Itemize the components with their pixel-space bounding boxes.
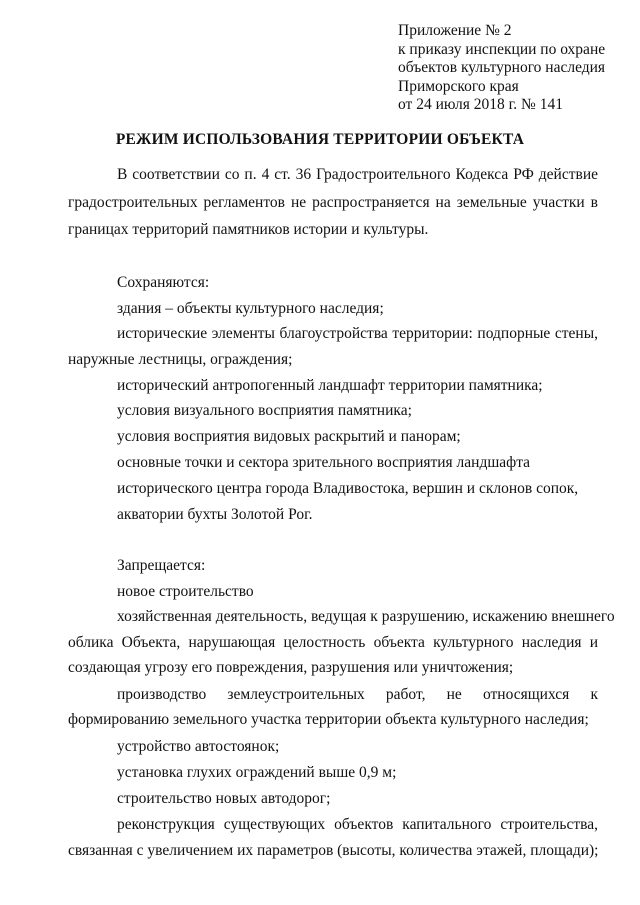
prohibited-item: реконструкция существующих объектов капитального строительства, xyxy=(117,816,598,833)
prohibited-item: производство землеустроительных работ, не относящихся к xyxy=(117,686,598,703)
intro-line: градостроительных регламентов не распространяется на земельные участки в xyxy=(68,194,598,211)
intro-line: В соответствии со п. 4 ст. 36 Градостроительного Кодекса РФ действие xyxy=(117,166,598,183)
prohibited-item: строительство новых автодорог; xyxy=(117,790,331,807)
prohibited-item: устройство автостоянок; xyxy=(117,738,280,755)
preserved-item: акватории бухты Золотой Рог. xyxy=(117,506,313,523)
appendix-line: Приморского края xyxy=(398,77,519,95)
preserved-item: наружные лестницы, ограждения; xyxy=(68,351,293,368)
prohibited-item: связанная с увеличением их параметров (высоты, количества этажей, площади); xyxy=(68,842,599,859)
appendix-line: к приказу инспекции по охране xyxy=(398,40,606,58)
preserved-heading: Сохраняются: xyxy=(117,274,210,291)
prohibited-item: облика Объекта, нарушающая целостность объекта культурного наследия и xyxy=(68,634,598,651)
prohibited-item: создающая угрозу его повреждения, разрушения или уничтожения; xyxy=(68,659,514,676)
document-title: РЕЖИМ ИСПОЛЬЗОВАНИЯ ТЕРРИТОРИИ ОБЪЕКТА xyxy=(115,131,525,148)
intro-line: границах территорий памятников истории и культуры. xyxy=(68,221,429,238)
appendix-line: Приложение № 2 xyxy=(398,22,512,39)
prohibited-item: новое строительство xyxy=(117,583,254,600)
preserved-item: здания – объекты культурного наследия; xyxy=(117,300,384,317)
preserved-item: условия визуального восприятия памятника; xyxy=(117,402,412,419)
prohibited-heading: Запрещается: xyxy=(117,557,206,574)
prohibited-item: установка глухих ограждений выше 0,9 м; xyxy=(117,764,397,781)
preserved-item: основные точки и сектора зрительного восприятия ландшафта xyxy=(117,454,531,471)
prohibited-item: формированию земельного участка территории объекта культурного наследия; xyxy=(68,711,589,728)
appendix-line: от 24 июля 2018 г. № 141 xyxy=(398,96,563,114)
preserved-item: исторического центра города Владивостока, вершин и склонов сопок, xyxy=(117,480,579,497)
preserved-item: исторический антропогенный ландшафт территории памятника; xyxy=(117,377,543,394)
appendix-line: объектов культурного наследия xyxy=(398,59,606,77)
appendix-block xyxy=(398,22,605,115)
preserved-item: исторические элементы благоустройства территории: подпорные стены, xyxy=(117,325,598,342)
preserved-item: условия восприятия видовых раскрытий и панорам; xyxy=(117,428,461,445)
prohibited-item: хозяйственная деятельность, ведущая к разрушению, искажению внешнего xyxy=(117,608,615,625)
